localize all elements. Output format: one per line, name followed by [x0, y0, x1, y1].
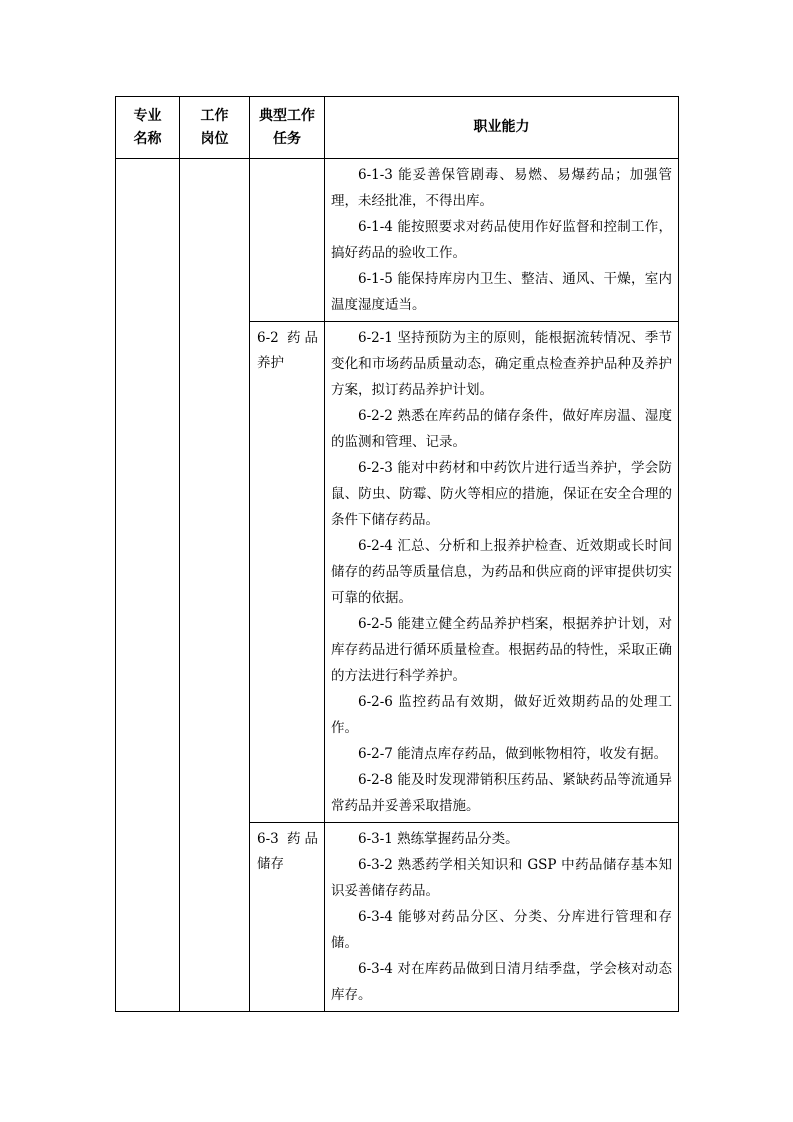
- post-cell: [180, 159, 250, 1012]
- task-cell: 6-2 药品养护: [250, 322, 325, 823]
- ability-item: 6-2-2 熟悉在库药品的储存条件，做好库房温、湿度的监测和管理、记录。: [331, 408, 672, 450]
- header-post-line2: 岗位: [200, 130, 229, 147]
- ability-item: 6-2-4 汇总、分析和上报养护检查、近效期或长时间储存的药品等质量信息，为药品和供应商的评审提供切实可靠的依据。: [331, 538, 672, 606]
- ability-item: 6-2-5 能建立健全药品养护档案，根据养护计划，对库存药品进行循环质量检查。根据药品的特性，采取正确的方法进行科学养护。: [331, 616, 672, 684]
- ability-item: 6-1-3 能妥善保管剧毒、易燃、易爆药品；加强管理，未经批准，不得出库。: [331, 167, 672, 209]
- ability-item: 6-3-4 对在库药品做到日清月结季盘，学会核对动态库存。: [331, 961, 672, 1003]
- header-task: [250, 97, 325, 159]
- header-task-line1: 典型工作: [259, 107, 315, 124]
- ability-cell: [325, 322, 679, 823]
- header-task-line2: 任务: [273, 130, 301, 147]
- ability-item: 6-2-3 能对中药材和中药饮片进行适当养护，学会防鼠、防虫、防霉、防火等相应的措施，保证在安全合理的条件下储存药品。: [331, 460, 672, 528]
- major-name-cell: [116, 159, 180, 1012]
- ability-item: 6-3-1 熟练掌握药品分类。: [358, 831, 519, 847]
- ability-item: 6-1-5 能保持库房内卫生、整洁、通风、干燥，室内温度湿度适当。: [331, 271, 672, 313]
- ability-cell: [325, 823, 679, 1012]
- ability-item: 6-3-4 能够对药品分区、分类、分库进行管理和存储。: [331, 909, 672, 951]
- ability-item: 6-2-8 能及时发现滞销积压药品、紧缺药品等流通异常药品并妥善采取措施。: [331, 772, 672, 814]
- header-major: [116, 97, 180, 159]
- ability-item: 6-3-2 熟悉药学相关知识和 GSP 中药品储存基本知识妥善储存药品。: [331, 857, 672, 899]
- header-ability-label: 职业能力: [473, 119, 530, 135]
- ability-item: 6-1-4 能按照要求对药品使用作好监督和控制工作，搞好药品的验收工作。: [331, 219, 672, 261]
- header-major-line2: 名称: [133, 130, 162, 147]
- task-cell: 6-3 药品储存: [250, 823, 325, 1012]
- table-row: [116, 159, 679, 322]
- header-post-line1: 工作: [200, 107, 229, 124]
- competency-table: [115, 96, 679, 1012]
- ability-item: 6-2-1 坚持预防为主的原则，能根据流转情况、季节变化和市场药品质量动态，确定重点检查养护品种及养护方案，拟订药品养护计划。: [331, 330, 672, 398]
- ability-item: 6-2-7 能清点库存药品，做到帐物相符，收发有据。: [358, 746, 668, 762]
- ability-item: 6-2-6 监控药品有效期，做好近效期药品的处理工作。: [331, 694, 672, 736]
- header-post: [180, 97, 250, 159]
- header-row: [116, 97, 679, 159]
- header-major-line1: 专业: [133, 107, 162, 124]
- header-ability: [325, 97, 679, 159]
- task-cell: [250, 159, 325, 322]
- ability-cell: [325, 159, 679, 322]
